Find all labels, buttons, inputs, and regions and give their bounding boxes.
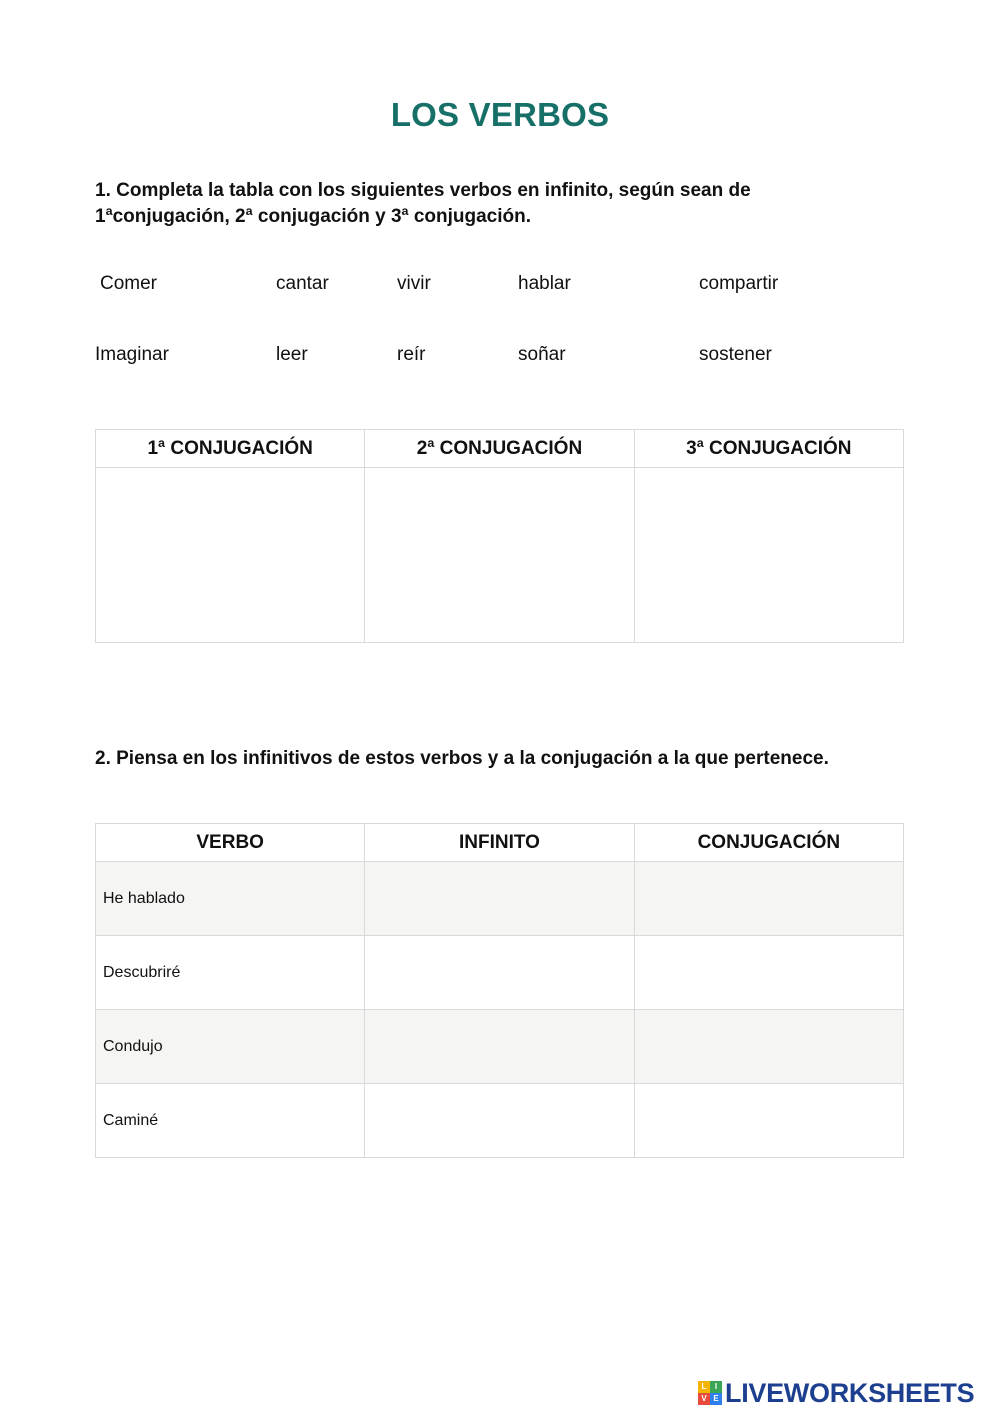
exercise1-instruction	[95, 178, 855, 230]
exercise1-instruction-line2: 1ªconjugación, 2ª conjugación y 3ª conjugación.	[95, 206, 531, 227]
word-bank-item: vivir	[397, 273, 431, 294]
answer-cell-2nd-conjugation[interactable]	[365, 468, 634, 643]
conjugation-answer-cell[interactable]	[634, 1084, 903, 1158]
table-row	[96, 1084, 904, 1158]
header-infinito: INFINITO	[365, 824, 634, 862]
verbs-table	[95, 823, 904, 1158]
infinitive-answer-cell[interactable]	[365, 1010, 634, 1084]
logo-square: I	[710, 1381, 722, 1393]
logo-square: L	[698, 1381, 710, 1393]
word-bank-item: reír	[397, 344, 426, 365]
word-bank-item: sostener	[699, 344, 772, 365]
exercise2-instruction: 2. Piensa en los infinitivos de estos verbos y a la conjugación a la que pertenece.	[95, 748, 829, 769]
verb-cell: He hablado	[96, 862, 365, 936]
conjugation-table-header	[96, 430, 904, 468]
header-conjugacion: CONJUGACIÓN	[634, 824, 903, 862]
infinitive-answer-cell[interactable]	[365, 936, 634, 1010]
conjugation-table	[95, 429, 904, 643]
liveworksheets-logo-text: LIVEWORKSHEETS	[725, 1377, 975, 1408]
answer-cell-1st-conjugation[interactable]	[96, 468, 365, 643]
word-bank-item: Comer	[100, 273, 158, 294]
conjugation-answer-cell[interactable]	[634, 936, 903, 1010]
infinitive-answer-cell[interactable]	[365, 862, 634, 936]
header-verbo: VERBO	[96, 824, 365, 862]
word-bank-item: leer	[276, 344, 308, 365]
verb-cell: Condujo	[96, 1010, 365, 1084]
logo-square: V	[698, 1393, 710, 1405]
conjugation-answer-cell[interactable]	[634, 862, 903, 936]
conjugation-answer-cell[interactable]	[634, 1010, 903, 1084]
header-3rd-conjugation: 3ª CONJUGACIÓN	[634, 430, 903, 468]
word-bank-item: compartir	[699, 273, 779, 294]
liveworksheets-logo	[698, 1378, 974, 1408]
verb-cell: Descubriré	[96, 936, 365, 1010]
verbs-table-header	[96, 824, 904, 862]
infinitive-answer-cell[interactable]	[365, 1084, 634, 1158]
liveworksheets-logo-icon	[698, 1381, 722, 1405]
table-row	[96, 936, 904, 1010]
header-1st-conjugation: 1ª CONJUGACIÓN	[96, 430, 365, 468]
verb-cell: Caminé	[96, 1084, 365, 1158]
header-2nd-conjugation: 2ª CONJUGACIÓN	[365, 430, 634, 468]
conjugation-answer-row	[96, 468, 904, 643]
logo-square: E	[710, 1393, 722, 1405]
word-bank-item: cantar	[276, 273, 329, 294]
word-bank-item: Imaginar	[95, 344, 169, 365]
page-title: LOS VERBOS	[390, 96, 610, 133]
exercise1-instruction-line1: 1. Completa la tabla con los siguientes verbos en infinito, según sean de	[95, 180, 751, 201]
table-row	[96, 862, 904, 936]
word-bank-item: hablar	[518, 273, 571, 294]
table-row	[96, 1010, 904, 1084]
word-bank-item: soñar	[518, 344, 566, 365]
answer-cell-3rd-conjugation[interactable]	[634, 468, 903, 643]
